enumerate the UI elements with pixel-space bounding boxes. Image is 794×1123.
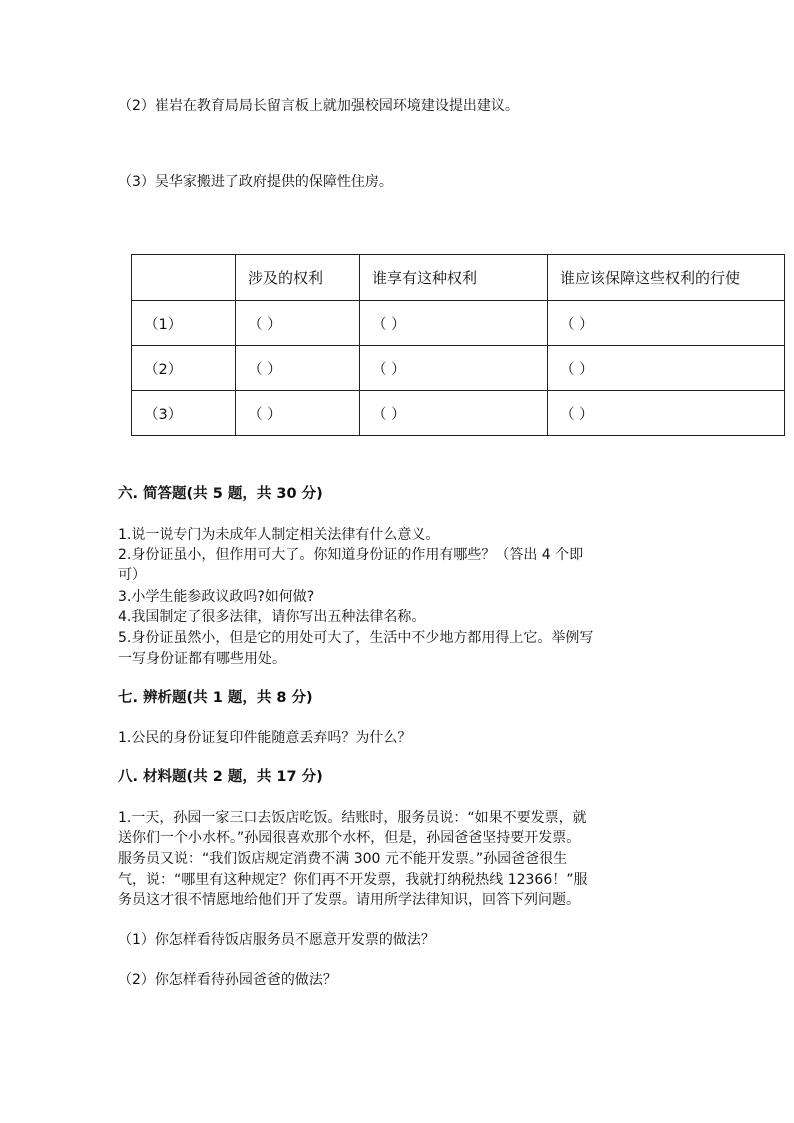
- question-line: 可）: [118, 567, 146, 583]
- question-line: 2.身份证虽小，但作用可大了。你知道身份证的作用有哪些？（答出 4 个即: [118, 547, 584, 563]
- table-row: [132, 301, 785, 346]
- material-line: 务员这才很不情愿地给他们开了发票。请用所学法律知识，回答下列问题。: [118, 892, 580, 908]
- table-row: [132, 391, 785, 436]
- answer-blank: （ ）: [548, 301, 785, 346]
- section-8-title: 八. 材料题(共 2 题，共 17 分): [118, 769, 323, 785]
- section-7-title: 七. 辨析题(共 1 题，共 8 分): [118, 690, 313, 706]
- table-header-cell: [132, 255, 236, 301]
- material-line: 1.一天，孙园一家三口去饭店吃饭。结账时，服务员说：“如果不要发票，就: [118, 810, 587, 826]
- sub-question: （1）你怎样看待饭店服务员不愿意开发票的做法？: [118, 932, 435, 948]
- answer-blank: （ ）: [236, 301, 360, 346]
- table-header-cell: 涉及的权利: [236, 255, 360, 301]
- table-row: [132, 346, 785, 391]
- intro-item-3: （3）吴华家搬进了政府提供的保障性住房。: [118, 174, 393, 190]
- question-line: 4.我国制定了很多法律，请你写出五种法律名称。: [118, 609, 426, 625]
- answer-blank: （ ）: [236, 391, 360, 436]
- answer-blank: （ ）: [548, 391, 785, 436]
- sub-question: （2）你怎样看待孙园爸爸的做法？: [118, 972, 337, 988]
- answer-blank: （ ）: [360, 391, 548, 436]
- question-line: 3.小学生能参政议政吗?如何做?: [118, 589, 315, 605]
- question-line: 一写身份证都有哪些用处。: [118, 651, 286, 667]
- section-6-title: 六. 简答题(共 5 题，共 30 分): [118, 486, 323, 502]
- table-header-row: [132, 255, 785, 301]
- question-line: 1.说一说专门为未成年人制定相关法律有什么意义。: [118, 527, 440, 543]
- row-label: （3）: [132, 391, 236, 436]
- question-line: 5.身份证虽然小，但是它的用处可大了，生活中不少地方都用得上它。举例写: [118, 630, 594, 646]
- material-line: 气，说：“哪里有这种规定？你们再不开发票，我就打纳税热线 12366！”服: [118, 872, 588, 888]
- material-line: 送你们一个小水杯。”孙园很喜欢那个水杯，但是，孙园爸爸坚持要开发票。: [118, 830, 581, 846]
- question-line: 1.公民的身份证复印件能随意丢弃吗？为什么？: [118, 730, 412, 746]
- answer-blank: （ ）: [548, 346, 785, 391]
- row-label: （2）: [132, 346, 236, 391]
- answer-blank: （ ）: [236, 346, 360, 391]
- rights-table: [131, 254, 785, 436]
- answer-blank: （ ）: [360, 301, 548, 346]
- table-header-cell: 谁享有这种权利: [360, 255, 548, 301]
- answer-blank: （ ）: [360, 346, 548, 391]
- row-label: （1）: [132, 301, 236, 346]
- material-line: 服务员又说：“我们饭店规定消费不满 300 元不能开发票。”孙园爸爸很生: [118, 851, 568, 867]
- table-header-cell: 谁应该保障这些权利的行使: [548, 255, 785, 301]
- intro-item-2: （2）崔岩在教育局局长留言板上就加强校园环境建设提出建议。: [118, 98, 519, 114]
